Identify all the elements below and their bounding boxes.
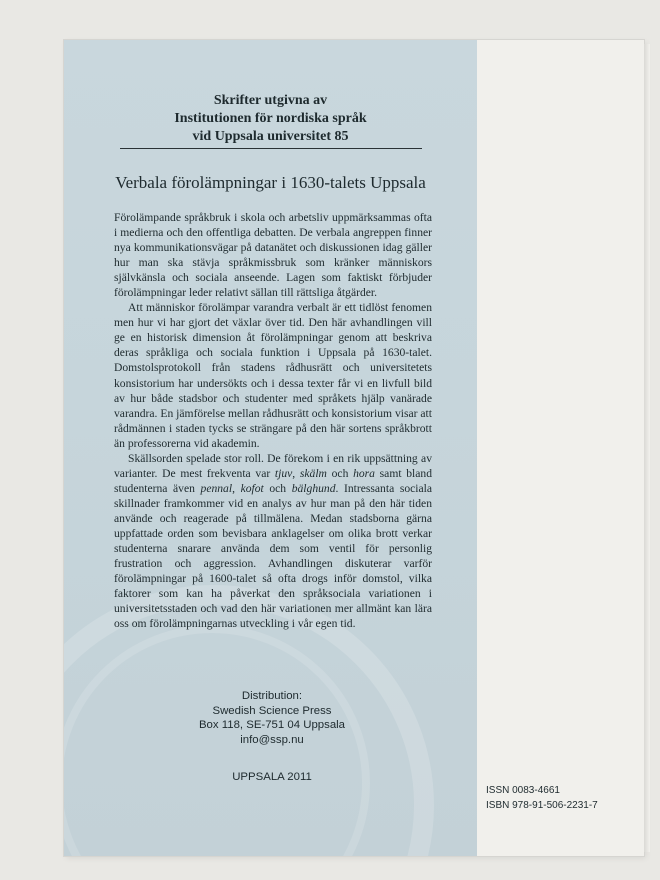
issn-number: ISSN 0083-4661 xyxy=(486,785,560,796)
insult-word-skalm: skälm xyxy=(299,466,327,480)
blurb-paragraph-2: Att människor förolämpar varandra verbalt är ett tidlöst fenomen men hur vi har gjort det växlar över tid. Den här avhandlingen vill ge en historisk dimension åt förolämpningar genom att beskriva deras språkliga och sociala funktion i Uppsala på 1630-talet. Domstolsprotokoll från stadens rådhusrätt och universitetets konsistorium har undersökts och i dessa texter får vi en livfull bild av hur både stadsbor och studenter med språkets hjälp vanärade varandra. En jämförelse mellan rådhusrätt och konsistorium visar att rådmännen i staden tycks se strängare på den här sortens språkbrott än professorerna vid akademin. xyxy=(114,301,432,450)
blurb-paragraph-3: Skällsorden spelade stor roll. De förekom i en rik uppsättning av varianter. De mest frekventa var tjuv, skälm och hora samt bland studenterna även pennal, kofot och bälghund. Intressanta sociala skillnader framkommer vid en analys av hur man på den här tiden använde och reagerade på tillmälena. Medan stadsborna gärna uppfattade orden som bevisbara anklagelser om olika brott verkar studenterna snarare använda dem som ventil för personlig frustration och aggression. Avhandlingen diskuterar varför förolämpningar på 1600-talet så ofta drogs inför domstol, vilka faktorer som kan ha påverkat den språksociala variationen i universitetsstaden och vad den här variationen mer allmänt kan lära oss om förolämpningarnas utveckling i vår egen tid. xyxy=(114,451,433,631)
place-year: UPPSALA 2011 xyxy=(232,771,312,783)
insult-word-tjuv: tjuv xyxy=(274,466,293,480)
identifier-block xyxy=(486,783,642,813)
blurb-text xyxy=(114,210,432,631)
series-line-2: Institutionen för nordiska språk xyxy=(174,111,367,126)
distribution-address: Box 118, SE-751 04 Uppsala xyxy=(198,719,346,731)
insult-word-pennal: pennal xyxy=(200,481,233,495)
blue-panel xyxy=(64,40,477,856)
distribution-email: info@ssp.nu xyxy=(240,733,304,746)
series-line-3: vid Uppsala universitet 85 xyxy=(192,129,349,144)
isbn-number: ISBN 978-91-506-2231-7 xyxy=(486,800,598,811)
insult-word-hora: hora xyxy=(353,466,375,480)
book-title: Verbala förolämpningar i 1630-talets Uppsala xyxy=(115,173,426,192)
blurb-paragraph-1: Förolämpande språkbruk i skola och arbetsliv uppmärksammas ofta i medierna och den offentliga debatten. De verbala angreppen finner nya kommunikationsvägar på datanätet och diskussionen idag gäller hur man ska stävja språkmissbruk som kränker människors självkänsla och sociala anseende. Lagen som faktiskt förbjuder förolämpningar leder relativt sällan till rättsliga åtgärder. xyxy=(114,211,432,300)
distribution-heading: Distribution: xyxy=(241,690,303,702)
book-back-cover xyxy=(64,40,644,856)
series-line-1: Skrifter utgivna av xyxy=(213,93,328,108)
page-edge xyxy=(644,44,650,852)
distribution-block xyxy=(172,689,372,747)
series-heading xyxy=(64,92,477,146)
insult-word-balghund: bälghund xyxy=(291,481,336,495)
distribution-publisher: Swedish Science Press xyxy=(212,704,332,717)
heading-divider xyxy=(120,148,422,149)
insult-word-kofot: kofot xyxy=(240,481,264,495)
